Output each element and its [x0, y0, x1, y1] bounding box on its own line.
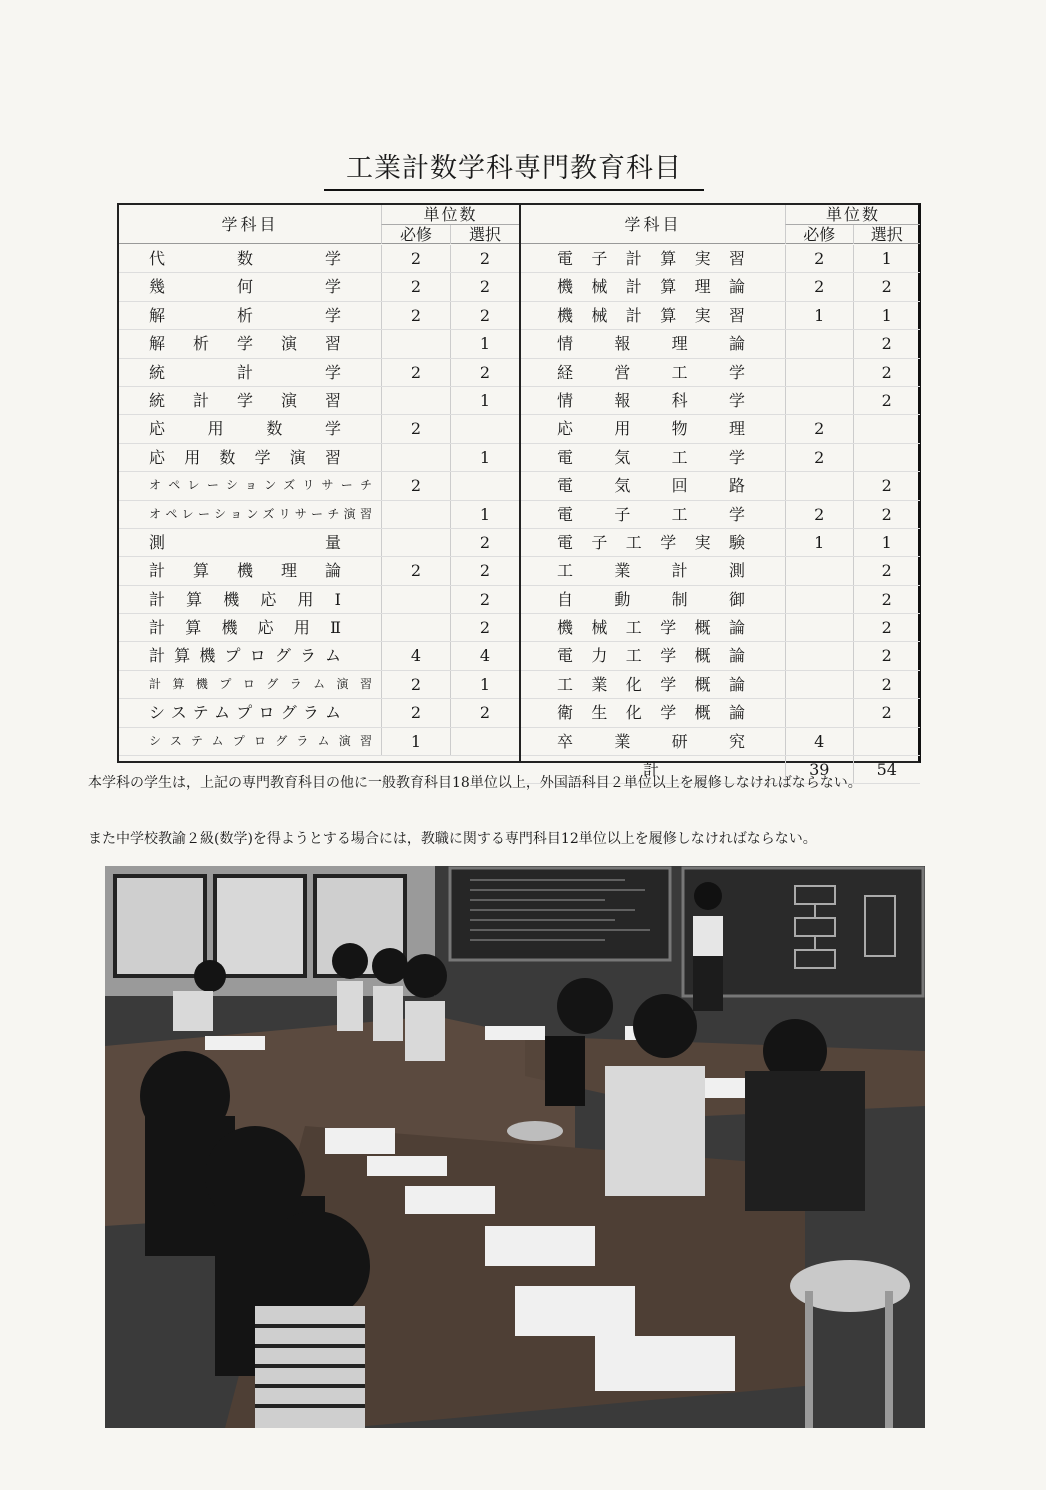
course-name: 機械計算実習 [557, 305, 745, 325]
elective-units: 2 [450, 273, 519, 300]
table-row [119, 529, 519, 557]
required-units [785, 614, 853, 641]
table-row [521, 330, 920, 358]
table-row [521, 557, 920, 585]
page-title: 工業計数学科専門教育科目 [324, 146, 704, 191]
required-units [381, 614, 450, 641]
table-row [521, 472, 920, 500]
table-row [119, 302, 519, 330]
elective-units: 2 [450, 699, 519, 726]
table-row [119, 501, 519, 529]
table-header [521, 205, 920, 244]
elective-units [853, 415, 921, 442]
table-row [119, 387, 519, 415]
table-row [521, 671, 920, 699]
required-units [381, 330, 450, 357]
total-label: 計 [642, 760, 659, 780]
elective-units: 2 [853, 359, 921, 386]
classroom-photo-image [105, 866, 925, 1428]
elective-units: 1 [450, 444, 519, 471]
table-row [521, 614, 920, 642]
elective-units: 2 [853, 614, 921, 641]
course-name: 自動制御 [557, 589, 745, 609]
course-name: システムプログラム [149, 703, 341, 723]
table-row [119, 330, 519, 358]
elective-units: 2 [853, 387, 921, 414]
header-subject: 学科目 [221, 215, 279, 234]
course-name: 電子工学実験 [557, 532, 745, 552]
table-row [521, 529, 920, 557]
required-units: 2 [785, 501, 853, 528]
elective-units: 1 [853, 529, 921, 556]
elective-units: 2 [450, 586, 519, 613]
table-row [521, 415, 920, 443]
required-units: 2 [381, 359, 450, 386]
table-row [119, 245, 519, 273]
course-name: 応用数学演習 [149, 447, 341, 467]
course-name: 解析学 [149, 305, 341, 325]
required-units [785, 671, 853, 698]
course-name: 計算機応用Ⅰ [149, 589, 341, 609]
course-name: 電子工学 [557, 504, 745, 524]
required-units [381, 529, 450, 556]
elective-units: 2 [853, 330, 921, 357]
required-units [381, 387, 450, 414]
course-name: 応用数学 [149, 419, 341, 439]
table-row [119, 273, 519, 301]
required-units: 2 [381, 699, 450, 726]
course-name: 統計学 [149, 362, 341, 382]
required-units: 2 [381, 415, 450, 442]
note-teacher: また中学校教諭２級(数学)を得ようとする場合には，教職に関する専門科目12単位以上を履修しなければならない。 [88, 831, 817, 847]
elective-units [853, 444, 921, 471]
table-row [521, 359, 920, 387]
elective-units: 2 [450, 529, 519, 556]
elective-units: 1 [450, 671, 519, 698]
header-units: 単位数 [381, 205, 519, 225]
elective-units [853, 728, 921, 755]
course-name: 衛生化学概論 [557, 703, 745, 723]
elective-units: 2 [853, 671, 921, 698]
total-required: 39 [785, 756, 853, 783]
course-rows-right [521, 245, 920, 784]
course-name: 情報理論 [557, 334, 745, 354]
table-row [119, 699, 519, 727]
table-row [521, 699, 920, 727]
required-units [381, 444, 450, 471]
table-row [521, 387, 920, 415]
required-units [381, 586, 450, 613]
classroom-photo [105, 866, 925, 1428]
elective-units: 1 [853, 302, 921, 329]
elective-units: 2 [853, 501, 921, 528]
course-name: 計算機プログラム演習 [149, 676, 373, 691]
table-row [521, 444, 920, 472]
course-name: 統計学演習 [149, 390, 341, 410]
table-row [119, 614, 519, 642]
course-table-left [119, 205, 521, 761]
total-elective: 54 [853, 756, 921, 783]
required-units [785, 472, 853, 499]
required-units: 4 [785, 728, 853, 755]
course-table-right [521, 205, 920, 780]
course-name: 電気回路 [557, 476, 745, 496]
required-units [785, 387, 853, 414]
table-row [119, 359, 519, 387]
course-table [117, 203, 921, 780]
course-name: 電子計算実習 [557, 249, 745, 268]
required-units: 2 [785, 444, 853, 471]
elective-units: 2 [853, 273, 921, 300]
elective-units: 2 [450, 359, 519, 386]
elective-units: 1 [450, 330, 519, 357]
course-name: 計算機応用Ⅱ [149, 618, 341, 638]
course-name: 解析学演習 [149, 334, 341, 354]
course-name: 測量 [149, 532, 341, 552]
elective-units [450, 415, 519, 442]
note-general: 本学科の学生は，上記の専門教育科目の他に一般教育科目18単位以上，外国語科目２単位以上を履修しなければならない。 [88, 775, 862, 791]
table-row [119, 415, 519, 443]
header-elective: 選択 [450, 225, 519, 244]
elective-units: 2 [853, 699, 921, 726]
elective-units: 2 [853, 586, 921, 613]
course-name: 工業計測 [557, 561, 745, 581]
course-name: 機械計算理論 [557, 277, 745, 297]
required-units: 2 [381, 273, 450, 300]
required-units: 1 [785, 302, 853, 329]
elective-units: 1 [853, 245, 921, 272]
required-units [785, 557, 853, 584]
elective-units: 2 [853, 472, 921, 499]
required-units: 1 [381, 728, 450, 755]
course-name: 卒業研究 [557, 731, 745, 751]
required-units: 2 [381, 245, 450, 272]
required-units [381, 501, 450, 528]
header-elective: 選択 [853, 225, 921, 244]
elective-units: 2 [853, 642, 921, 669]
table-row [521, 273, 920, 301]
course-name: 機械工学概論 [557, 618, 745, 638]
required-units [785, 642, 853, 669]
table-row [521, 586, 920, 614]
elective-units: 2 [450, 245, 519, 272]
elective-units [450, 728, 519, 755]
table-row [119, 728, 519, 756]
required-units: 2 [381, 302, 450, 329]
course-name: 電力工学概論 [557, 646, 745, 666]
table-row [119, 586, 519, 614]
table-row [521, 245, 920, 273]
course-name: 情報科学 [557, 390, 745, 410]
course-rows-left [119, 245, 519, 756]
header-subject: 学科目 [624, 215, 682, 234]
course-name: 経営工学 [557, 362, 745, 382]
required-units: 2 [785, 415, 853, 442]
course-name: オペレーションズリサーチ [149, 478, 373, 493]
required-units: 4 [381, 642, 450, 669]
required-units: 2 [785, 273, 853, 300]
elective-units [450, 472, 519, 499]
header-required: 必修 [381, 225, 450, 244]
elective-units: 2 [450, 614, 519, 641]
elective-units: 2 [450, 302, 519, 329]
required-units: 1 [785, 529, 853, 556]
required-units [785, 586, 853, 613]
table-row [119, 472, 519, 500]
required-units: 2 [381, 472, 450, 499]
table-row [119, 671, 519, 699]
table-row [521, 501, 920, 529]
course-name: 計算機プログラム [149, 646, 341, 666]
required-units [785, 359, 853, 386]
table-row [521, 642, 920, 670]
table-row [119, 444, 519, 472]
course-name: オペレーションズリサーチ演習 [149, 506, 373, 521]
elective-units: 2 [853, 557, 921, 584]
required-units: 2 [381, 671, 450, 698]
elective-units: 1 [450, 387, 519, 414]
required-units: 2 [381, 557, 450, 584]
course-name: 計算機理論 [149, 561, 341, 581]
course-name: 幾何学 [149, 277, 341, 297]
course-name: 工業化学概論 [557, 674, 745, 694]
header-units: 単位数 [785, 205, 920, 225]
elective-units: 4 [450, 642, 519, 669]
elective-units: 2 [450, 557, 519, 584]
table-header [119, 205, 519, 244]
required-units [785, 699, 853, 726]
table-row [521, 302, 920, 330]
header-required: 必修 [785, 225, 853, 244]
table-row [521, 728, 920, 756]
course-name: システムプログラム演習 [149, 733, 373, 748]
required-units: 2 [785, 245, 853, 272]
course-name: 電気工学 [557, 447, 745, 467]
elective-units: 1 [450, 501, 519, 528]
required-units [785, 330, 853, 357]
course-name: 応用物理 [557, 419, 745, 439]
table-row [119, 642, 519, 670]
course-name: 代数学 [149, 249, 341, 268]
table-row [119, 557, 519, 585]
